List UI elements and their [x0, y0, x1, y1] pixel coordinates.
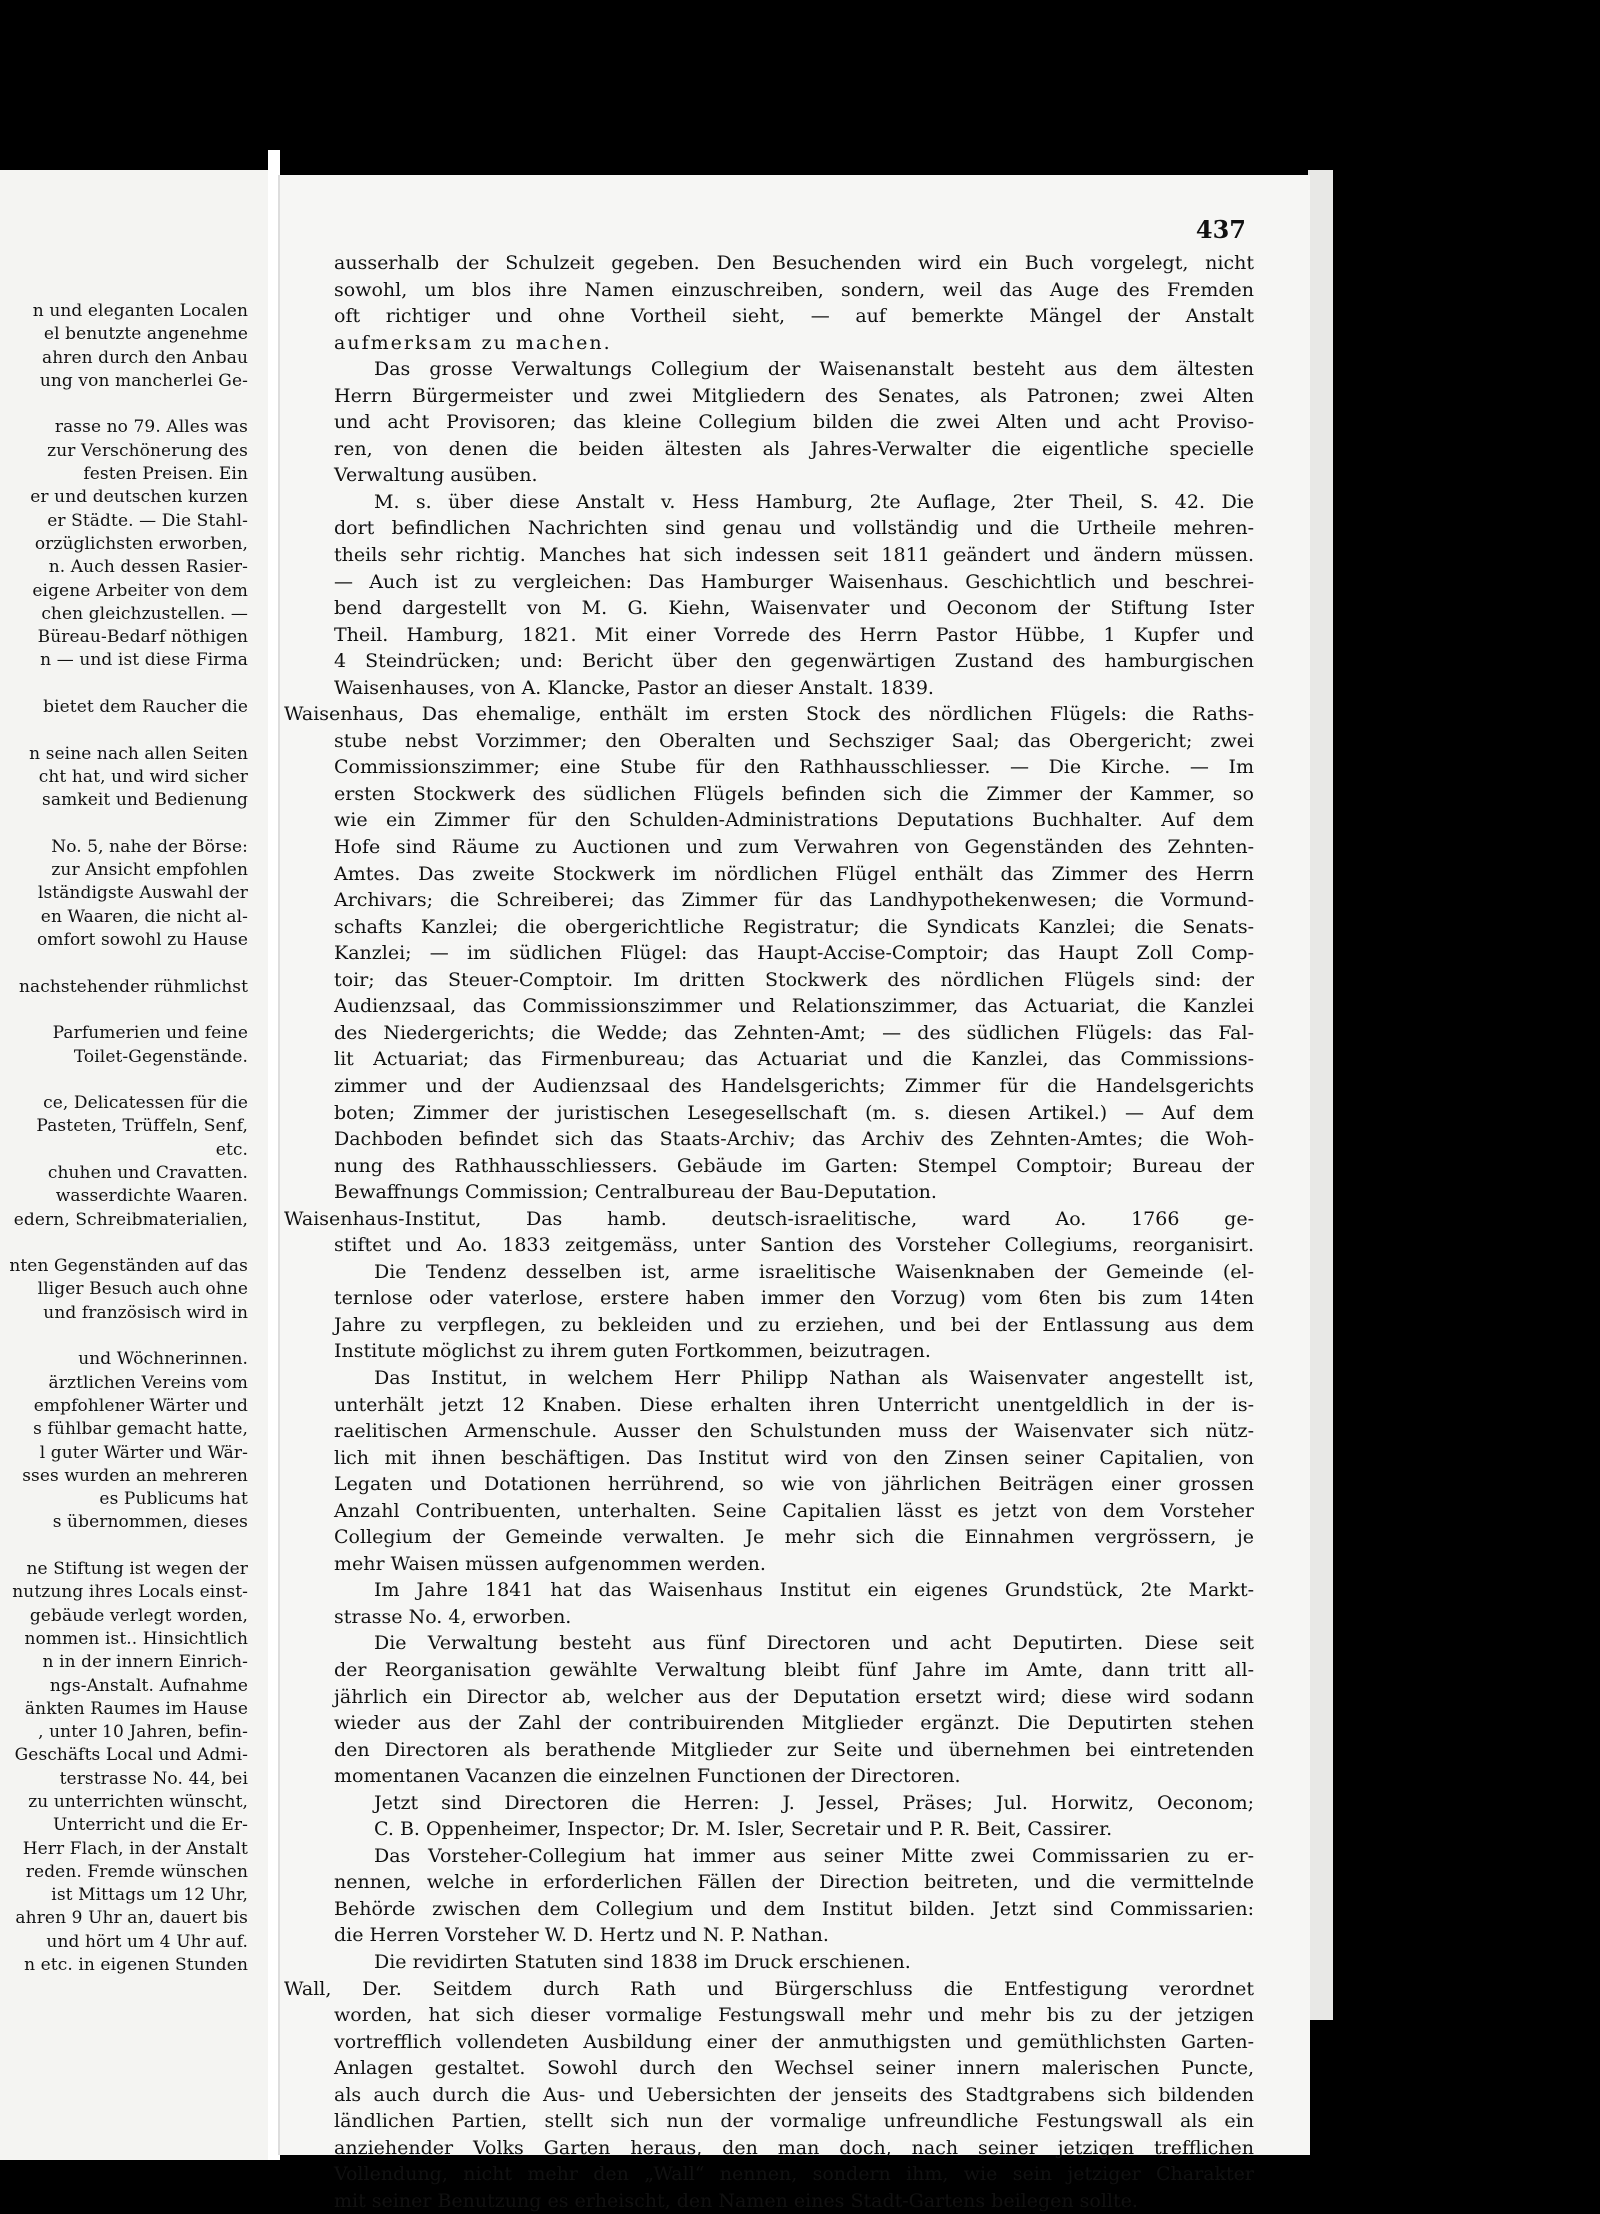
text-line: Das Institut, in welchem Herr Philipp Nathan als Waisenvater angestellt ist,: [374, 1366, 1254, 1389]
left-line: Parfumerien und feine: [52, 1023, 248, 1044]
text-line: anziehender Volks Garten heraus, den man doch, nach seiner jetzigen trefflichen: [334, 2136, 1254, 2159]
left-line: en Waaren, die nicht al-: [40, 906, 248, 927]
left-line: ce, Delicatessen für die: [43, 1093, 248, 1114]
text-line: bend dargestellt von M. G. Kiehn, Waisenvater und Oeconom der Stiftung Ister: [334, 597, 1254, 620]
left-line: [0, 999, 248, 1022]
left-line: n etc. in eigenen Stunden: [24, 1955, 248, 1976]
left-line: lliger Besuch auch ohne: [37, 1279, 248, 1300]
left-line: [0, 1232, 248, 1255]
left-line: [0, 813, 248, 836]
text-line: 4 Steindrücken; und: Bericht über den gegenwärtigen Zustand des hamburgischen: [334, 650, 1254, 673]
left-line: ist Mittags um 12 Uhr,: [51, 1885, 248, 1906]
left-line: zur Verschönerung des: [47, 440, 248, 461]
text-line: Dachboden befindet sich das Staats-Archiv; das Archiv des Zehnten-Amtes; die Woh-: [334, 1128, 1254, 1151]
left-line: s fühlbar gemacht hatte,: [33, 1419, 248, 1440]
text-line: toir; das Steuer-Comptoir. Im dritten Stockwerk des nördlichen Flügels sind: der: [334, 968, 1254, 991]
text-line: die Herren Vorsteher W. D. Hertz und N. P. Nathan.: [334, 1924, 829, 1947]
left-line: ahren 9 Uhr an, dauert bis: [15, 1908, 248, 1929]
left-line: festen Preisen. Ein: [83, 464, 248, 485]
text-line: der Reorganisation gewählte Verwaltung bleibt fünf Jahre im Amte, dann tritt all-: [334, 1658, 1254, 1681]
text-line: nung des Rathhausschliessers. Gebäude im Garten: Stempel Comptoir; Bureau der: [334, 1154, 1254, 1177]
body-text: [284, 250, 1254, 2214]
text-line: stiftet und Ao. 1833 zeitgemäss, unter Santion des Vorsteher Collegiums, reorganisirt.: [334, 1234, 1254, 1257]
text-line: Im Jahre 1841 hat das Waisenhaus Institut ein eigenes Grundstück, 2te Markt-: [374, 1579, 1254, 1602]
text-line: Institute möglichst zu ihrem guten Fortkommen, beizutragen.: [334, 1340, 931, 1363]
text-line: M. s. über diese Anstalt v. Hess Hamburg, 2te Auflage, 2ter Theil, S. 42. Die: [374, 490, 1254, 513]
text-line: mehr Waisen müssen aufgenommen werden.: [334, 1552, 766, 1575]
text-line: lich mit ihnen beschäftigen. Das Institut wird von den Zinsen seiner Capitalien, von: [334, 1446, 1254, 1469]
left-line: es Publicums hat: [99, 1489, 248, 1510]
left-line: er und deutschen kurzen: [30, 487, 248, 508]
text-line: mit seiner Benutzung es erheischt, den Namen eines Stadt-Gartens beilegen sollte.: [334, 2189, 1138, 2212]
left-line: Herr Flach, in der Anstalt: [22, 1838, 248, 1859]
left-line: bietet dem Raucher die: [43, 697, 248, 718]
left-line: edern, Schreibmaterialien,: [13, 1209, 248, 1230]
text-line: ausserhalb der Schulzeit gegeben. Den Besuchenden wird ein Buch vorgelegt, nicht: [334, 252, 1254, 274]
left-line: orzüglichsten erworben,: [34, 533, 248, 554]
text-line: theils sehr richtig. Manches hat sich indessen seit 1811 geändert und ändern müssen.: [334, 544, 1254, 567]
text-line: ren, von denen die beiden ältesten als Jahres-Verwalter die eigentliche specielle: [334, 437, 1254, 460]
left-line: lständigste Auswahl der: [37, 883, 248, 904]
left-line: n und eleganten Localen: [32, 301, 248, 321]
text-line: Behörde zwischen dem Collegium und dem Institut bilden. Jetzt sind Commissarien:: [334, 1897, 1254, 1920]
left-line: reden. Fremde wünschen: [25, 1861, 248, 1882]
left-line: nten Gegenständen auf das: [9, 1256, 248, 1277]
text-line: Das grosse Verwaltungs Collegium der Waisenanstalt besteht aus dem ältesten: [374, 358, 1254, 381]
left-line: [0, 1069, 248, 1092]
left-line: ung von mancherlei Ge-: [39, 370, 248, 391]
text-line: Jahre zu verpflegen, zu bekleiden und zu erziehen, und bei der Entlassung aus dem: [334, 1313, 1254, 1336]
text-line: Die revidirten Statuten sind 1838 im Druck erschienen.: [374, 1951, 911, 1973]
text-line: Collegium der Gemeinde verwalten. Je mehr sich die Einnahmen vergrössern, je: [334, 1526, 1254, 1549]
left-line: [0, 393, 248, 416]
text-line: Kanzlei; — im südlichen Flügel: das Haupt-Accise-Comptoir; das Haupt Zoll Comp-: [334, 942, 1254, 965]
left-line: empfohlener Wärter und: [33, 1395, 248, 1416]
left-line: ngs-Anstalt. Aufnahme: [49, 1675, 248, 1696]
text-line: lit Actuariat; das Firmenbureau; das Actuariat und die Kanzlei, das Commissions-: [334, 1048, 1254, 1071]
text-line: des Niedergerichts; die Wedde; das Zehnten-Amt; — des südlichen Flügels: das Fal-: [334, 1021, 1254, 1044]
left-line: n in der innern Einrich-: [42, 1652, 248, 1673]
left-line: samkeit und Bedienung: [42, 790, 248, 811]
left-page: [0, 170, 268, 2160]
left-line: eigene Arbeiter von dem: [32, 580, 248, 601]
text-line: den Directoren als berathende Mitglieder zur Seite und übernehmen bei eintretenden: [334, 1738, 1254, 1761]
left-line: chuhen und Cravatten.: [47, 1162, 248, 1183]
text-line: wie ein Zimmer für den Schulden-Administrations Deputations Buchhalter. Auf dem: [334, 809, 1254, 832]
left-line: cht hat, und wird sicher: [38, 766, 248, 787]
text-line: Das Vorsteher-Collegium hat immer aus seiner Mitte zwei Commissarien zu er-: [374, 1844, 1254, 1867]
text-line: Waisenhauses, von A. Klancke, Pastor an dieser Anstalt. 1839.: [334, 676, 934, 699]
text-line: unterhält jetzt 12 Knaben. Diese erhalten ihren Unterricht unentgeldlich in der is-: [334, 1393, 1254, 1416]
text-line: Anlagen gestaltet. Sowohl durch den Wechsel seiner innern malerischen Puncte,: [334, 2057, 1254, 2080]
text-line: Vollendung, nicht mehr den „Wall“ nennen, sondern ihm, wie sein jetziger Charakter: [334, 2163, 1254, 2186]
left-line: [0, 952, 248, 975]
text-line: sowohl, um blos ihre Namen einzuschreiben, sondern, weil das Auge des Fremden: [334, 278, 1254, 301]
text-line: schafts Kanzlei; die obergerichtliche Registratur; die Syndicats Kanzlei; die Senats-: [334, 915, 1254, 938]
text-line: dort befindlichen Nachrichten sind genau und vollständig und die Urtheile mehren-: [334, 517, 1254, 540]
text-line: Die Verwaltung besteht aus fünf Directoren und acht Deputirten. Diese seit: [374, 1632, 1254, 1655]
text-line: Archivars; die Schreiberei; das Zimmer für das Landhypothekenwesen; die Vormund-: [334, 889, 1254, 912]
text-line: stube nebst Vorzimmer; den Oberalten und Sechsziger Saal; das Obergericht; zwei: [334, 729, 1254, 752]
page-edge: [1308, 170, 1333, 2020]
left-line: rasse no 79. Alles was: [54, 417, 248, 438]
left-line: ne Stiftung ist wegen der: [26, 1559, 248, 1580]
left-line: , unter 10 Jahren, befin-: [38, 1722, 248, 1743]
text-line: Theil. Hamburg, 1821. Mit einer Vorrede des Herrn Pastor Hübbe, 1 Kupfer und: [334, 623, 1254, 646]
left-line: Toilet-Gegenstände.: [73, 1046, 248, 1067]
left-line: el benutzte angenehme: [43, 324, 248, 345]
right-page: [278, 175, 1310, 2212]
text-line: boten; Zimmer der juristischen Lesegesellschaft (m. s. diesen Artikel.) — Auf dem: [334, 1101, 1254, 1124]
left-line: [0, 719, 248, 742]
left-line: und Wöchnerinnen.: [78, 1349, 248, 1370]
left-line: und hört um 4 Uhr auf.: [46, 1931, 248, 1952]
left-line: Büreau-Bedarf nöthigen: [37, 627, 248, 648]
left-line: wasserdichte Waaren.: [55, 1186, 248, 1207]
left-line: zur Ansicht empfohlen: [51, 860, 248, 881]
text-line: Jetzt sind Directoren die Herren: J. Jessel, Präses; Jul. Horwitz, Oeconom;: [374, 1791, 1254, 1814]
left-line: n — und ist diese Firma: [40, 650, 248, 671]
text-line: aufmerksam zu machen.: [334, 331, 612, 354]
text-line: worden, hat sich dieser vormalige Festungswall mehr und mehr bis zu der jetzigen: [334, 2004, 1254, 2027]
text-line: als auch durch die Aus- und Uebersichten der jenseits des Stadtgrabens sich bildenden: [334, 2083, 1254, 2106]
left-line: [0, 673, 248, 696]
text-line: ersten Stockwerk des südlichen Flügels befinden sich die Zimmer der Kammer, so: [334, 782, 1254, 805]
text-line: Wall, Der. Seitdem durch Rath und Bürgerschluss die Entfestigung verordnet: [284, 1977, 1254, 2000]
text-line: Herrn Bürgermeister und zwei Mitgliedern des Senates, als Patronen; zwei Alten: [334, 384, 1254, 407]
left-line: sses wurden an mehreren: [22, 1465, 248, 1486]
text-line: Commissionszimmer; eine Stube für den Rathhausschliesser. — Die Kirche. — Im: [334, 756, 1254, 779]
text-line: raelitischen Armenschule. Ausser den Schulstunden muss der Waisenvater sich nütz-: [334, 1420, 1254, 1443]
text-line: Waisenhaus, Das ehemalige, enthält im ersten Stock des nördlichen Flügels: die Raths-: [284, 703, 1254, 726]
left-line: er Städte. — Die Stahl-: [47, 510, 248, 531]
text-line: Waisenhaus-Institut, Das hamb. deutsch-israelitische, ward Ao. 1766 ge-: [284, 1207, 1254, 1230]
text-line: und acht Provisoren; das kleine Collegium bilden die zwei Alten und acht Proviso-: [334, 411, 1254, 434]
text-line: ternlose oder vaterlose, erstere haben immer den Vorzug) vom 6ten bis zum 14ten: [334, 1287, 1254, 1310]
left-line: Pasteten, Trüffeln, Senf,: [36, 1116, 248, 1137]
text-line: zimmer und der Audienzsaal des Handelsgerichts; Zimmer für die Handelsgerichts: [334, 1074, 1254, 1097]
text-line: jährlich ein Director ab, welcher aus der Deputation ersetzt wird; diese wird sodann: [334, 1685, 1254, 1708]
text-line: ländlichen Partien, stellt sich nun der vormalige unfreundliche Festungswall als ein: [334, 2110, 1254, 2133]
left-line: ärztlichen Vereins vom: [48, 1372, 248, 1393]
text-line: Die Tendenz desselben ist, arme israelitische Waisenknaben der Gemeinde (el-: [374, 1260, 1254, 1283]
left-line: s übernommen, dieses: [52, 1512, 248, 1533]
text-line: Hofe sind Räume zu Auctionen und zum Verwahren von Gegenständen des Zehnten-: [334, 836, 1254, 859]
text-line: Bewaffnungs Commission; Centralbureau der Bau-Deputation.: [334, 1181, 937, 1204]
left-line: No. 5, nahe der Börse:: [51, 836, 248, 857]
left-line: n seine nach allen Seiten: [29, 743, 248, 764]
text-line: Audienzsaal, das Commissionszimmer und Relationszimmer, das Actuariat, die Kanzlei: [334, 995, 1254, 1018]
left-line: nommen ist.. Hinsichtlich: [24, 1628, 248, 1649]
left-line: [0, 1535, 248, 1558]
left-line: omfort sowohl zu Hause: [37, 930, 248, 951]
text-line: C. B. Oppenheimer, Inspector; Dr. M. Isler, Secretair und P. R. Beit, Cassirer.: [374, 1818, 1113, 1841]
left-line: n. Auch dessen Rasier-: [48, 557, 248, 578]
left-line: ahren durch den Anbau: [41, 347, 248, 368]
text-line: Legaten und Dotationen herrührend, so wie von jährlichen Beiträgen einer grossen: [334, 1473, 1254, 1496]
left-line: Unterricht und die Er-: [52, 1815, 248, 1836]
text-line: Amtes. Das zweite Stockwerk im nördlichen Flügel enthält das Zimmer des Herrn: [334, 862, 1254, 885]
left-line: Geschäfts Local und Admi-: [14, 1745, 248, 1766]
text-line: Verwaltung ausüben.: [334, 464, 538, 487]
text-line: nennen, welche in erforderlichen Fällen der Direction beitreten, und die vermittelnde: [334, 1871, 1254, 1894]
text-line: momentanen Vacanzen die einzelnen Functionen der Directoren.: [334, 1765, 961, 1788]
left-line: und französisch wird in: [43, 1302, 248, 1323]
text-line: strasse No. 4, erworben.: [334, 1605, 572, 1628]
left-line: terstrasse No. 44, bei: [59, 1768, 248, 1789]
left-line: zu unterrichten wünscht,: [28, 1792, 248, 1812]
left-line: l guter Wärter und Wär-: [39, 1442, 248, 1463]
text-line: Anzahl Contribuenten, unterhalten. Seine Capitalien lässt es jetzt von dem Vorsteher: [334, 1499, 1254, 1522]
left-line: gebäude verlegt worden,: [29, 1605, 248, 1626]
left-column-text: [0, 300, 248, 1977]
left-line: chen gleichzustellen. —: [41, 603, 248, 624]
text-line: wieder aus der Zahl der contribuirenden Mitglieder ergänzt. Die Deputirten stehen: [334, 1712, 1254, 1735]
text-line: oft richtiger und ohne Vortheil sieht, — auf bemerkte Mängel der Anstalt: [334, 305, 1254, 328]
left-line: änkten Raumes im Hause: [24, 1698, 248, 1719]
left-line: [0, 1325, 248, 1348]
left-line: nachstehender rühmlichst: [18, 976, 248, 997]
page-number: 437: [1195, 215, 1246, 244]
left-line: nutzung ihres Locals einst-: [12, 1582, 248, 1603]
text-line: — Auch ist zu vergleichen: Das Hamburger Waisenhaus. Geschichtlich und beschrei-: [334, 570, 1254, 593]
left-line: etc.: [215, 1139, 248, 1160]
text-line: vortrefflich vollendeten Ausbildung einer der anmuthigsten und gemüthlichsten Garten-: [334, 2030, 1254, 2053]
